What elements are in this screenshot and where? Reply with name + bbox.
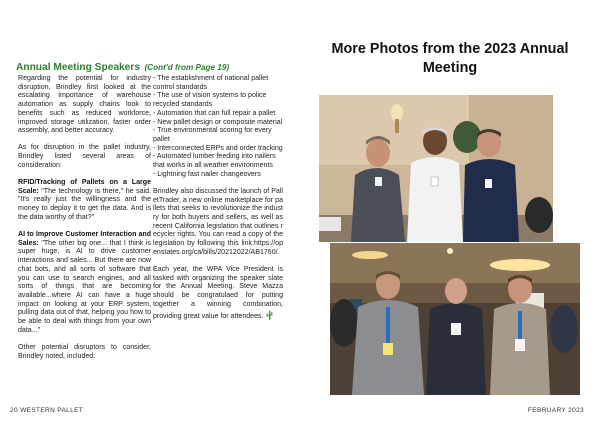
subhead-rfid: RFID/Tracking of Pallets on a Large Scale: bbox=[18, 179, 151, 195]
group-photo-three-men-reception bbox=[330, 243, 580, 395]
paragraph-text: Each year, the WPA Vice President is tasked with organizing the speaker slate for the Annual Meeting. Steve Mazza should be congratulaed for putting together a winning combination, providing great value for attendees. bbox=[153, 266, 283, 320]
section-heading bbox=[16, 57, 229, 75]
heading-title: Annual Meeting Speakers bbox=[16, 62, 140, 73]
paragraph-text: "The technology is there," he said. "It's really just the willingness and the money to deploy it to get the data. And is the data worthy of that?" bbox=[18, 187, 151, 221]
list-item: - The use of vision systems to police recycled standards bbox=[153, 92, 267, 109]
group-photo-three-men bbox=[319, 95, 553, 242]
paragraph: Brindley also discussed the launch of PalletTrader, a new online marketplace for pallets that seeks to revolutionize the industry for both buyers and sellers, as well as recent California legislation that outlines recycler rights. You can read a copy of the legislation by following this link:https://openstates.org/ca/bills/20212022/AB1760/. bbox=[153, 187, 283, 256]
list-item: - True environmental scoring for every pallet bbox=[153, 127, 272, 143]
list-item: - Automated lumber feeding into nailers that works in all weather environments bbox=[153, 153, 276, 170]
article-column-1 bbox=[18, 75, 151, 370]
subhead-ai: AI to Improve Customer Interaction and Sales: bbox=[18, 231, 151, 247]
paragraph bbox=[18, 231, 151, 335]
list-item: - Automation that can full repair a pallet bbox=[153, 109, 276, 117]
article-column-2 bbox=[153, 75, 283, 332]
cactus-icon bbox=[266, 310, 273, 324]
disruptor-list bbox=[153, 75, 283, 179]
paragraph: Other potential disruptors to consider, Brindley noted, included: bbox=[18, 343, 151, 360]
paragraph bbox=[18, 179, 151, 223]
paragraph-text: "The other big one... that I think is super huge, is AI to drive customer interactions and sales... But there are now chat bots, and all sorts of software that you can use to search engines, and all sorts of things that are becoming available...where AI can have a huge impact on looking at your ERP system, pulling data out of that, helping you how to be able to deal with things from your own data..." bbox=[18, 239, 151, 334]
paragraph-closing bbox=[153, 266, 283, 323]
paragraph: As for disruption in the pallet industry, Brindley listed several areas of consideration: bbox=[18, 144, 151, 169]
footer-page-label: 20 WESTERN PALLET bbox=[10, 407, 84, 414]
list-item: - New pallet design or composite material bbox=[153, 118, 283, 126]
paragraph: Regarding the potential for industry disruption, Brindley first looked at the escalating importance of warehouse automation as supply chains look to benefits such as reduced workforce, improved storage utilization, faster order assembly, and better accuracy. bbox=[18, 75, 151, 135]
heading-continuation: (Cont'd from Page 19) bbox=[144, 63, 230, 72]
list-item: - Lightning fast nailer changeovers bbox=[153, 170, 261, 178]
photo-page-title: More Photos from the 2023 Annual Meeting bbox=[331, 41, 569, 76]
list-item: - The establishment of national pallet control standards bbox=[153, 75, 269, 91]
list-item: - Interconnected ERPs and order tracking bbox=[153, 144, 283, 152]
footer-issue-date: FEBRUARY 2023 bbox=[527, 407, 584, 414]
